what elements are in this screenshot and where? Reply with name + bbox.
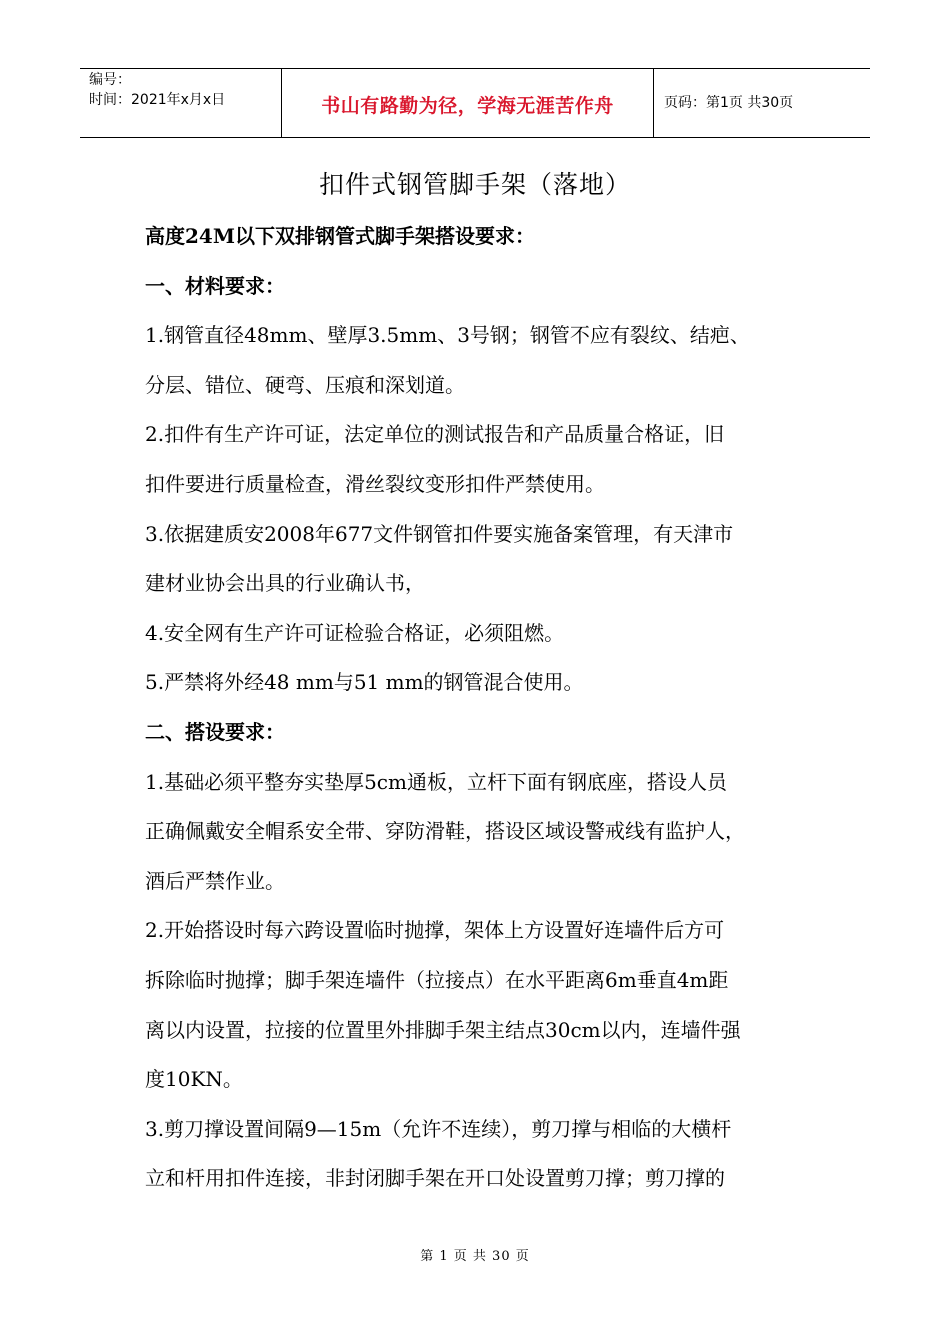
section-heading: 一、材料要求： bbox=[145, 273, 285, 298]
body-text-line: 2.开始搭设时每六跨设置临时抛撑，架体上方设置好连墙件后方可 bbox=[145, 918, 725, 943]
body-text-line: 1.钢管直径48mm、壁厚3.5mm、3号钢；钢管不应有裂纹、结疤、 bbox=[145, 323, 750, 348]
document-title: 扣件式钢管脚手架（落地） bbox=[318, 170, 631, 199]
body-text-line: 3.剪刀撑设置间隔9—15m（允许不连续），剪刀撑与相临的大横杆 bbox=[145, 1116, 732, 1141]
header-table bbox=[80, 68, 870, 138]
motto: 书山有路勤为径，学海无涯苦作舟 bbox=[321, 95, 614, 117]
header-page-cell bbox=[654, 69, 870, 137]
body-text-line: 2.扣件有生产许可证，法定单位的测试报告和产品质量合格证，旧 bbox=[145, 422, 725, 447]
number-label: 编号： bbox=[89, 72, 131, 88]
section-heading: 高度24M以下双排钢管式脚手架搭设要求： bbox=[145, 224, 535, 248]
body-text-line: 酒后严禁作业。 bbox=[145, 868, 285, 893]
body-text-line: 扣件要进行质量检查，滑丝裂纹变形扣件严禁使用。 bbox=[145, 471, 605, 496]
header-meta-cell bbox=[80, 69, 282, 137]
body-text-line: 离以内设置，拉接的位置里外排脚手架主结点30cm以内，连墙件强 bbox=[145, 1017, 741, 1042]
body-text-line: 拆除临时抛撑；脚手架连墙件（拉接点）在水平距离6m垂直4m距 bbox=[145, 967, 729, 992]
body-text-line: 正确佩戴安全帽系安全带、穿防滑鞋，搭设区域设警戒线有监护人， bbox=[145, 819, 745, 844]
body-text-line: 1.基础必须平整夯实垫厚5cm通板，立杆下面有钢底座，搭设人员 bbox=[145, 769, 727, 794]
section-heading: 二、搭设要求： bbox=[145, 719, 285, 744]
body-text-line: 3.依据建质安2008年677文件钢管扣件要实施备案管理，有天津市 bbox=[145, 521, 734, 546]
document-body bbox=[145, 212, 835, 1204]
body-text-line: 度10KN。 bbox=[145, 1067, 243, 1092]
body-text-line: 分层、错位、硬弯、压痕和深划道。 bbox=[145, 372, 465, 397]
header-motto-cell bbox=[282, 69, 654, 137]
page-footer: 第 1 页 共 30 页 bbox=[420, 1249, 530, 1264]
body-text-line: 建材业协会出具的行业确认书， bbox=[145, 571, 425, 596]
time-label: 时间：2021年x月x日 bbox=[89, 92, 226, 108]
body-text-line: 4.安全网有生产许可证检验合格证，必须阻燃。 bbox=[145, 620, 565, 645]
body-text-line: 立和杆用扣件连接，非封闭脚手架在开口处设置剪刀撑；剪刀撑的 bbox=[145, 1166, 725, 1191]
body-text-line: 5.严禁将外经48 mm与51 mm的钢管混合使用。 bbox=[145, 670, 584, 695]
page-info: 页码：第1页 共30页 bbox=[664, 95, 794, 111]
